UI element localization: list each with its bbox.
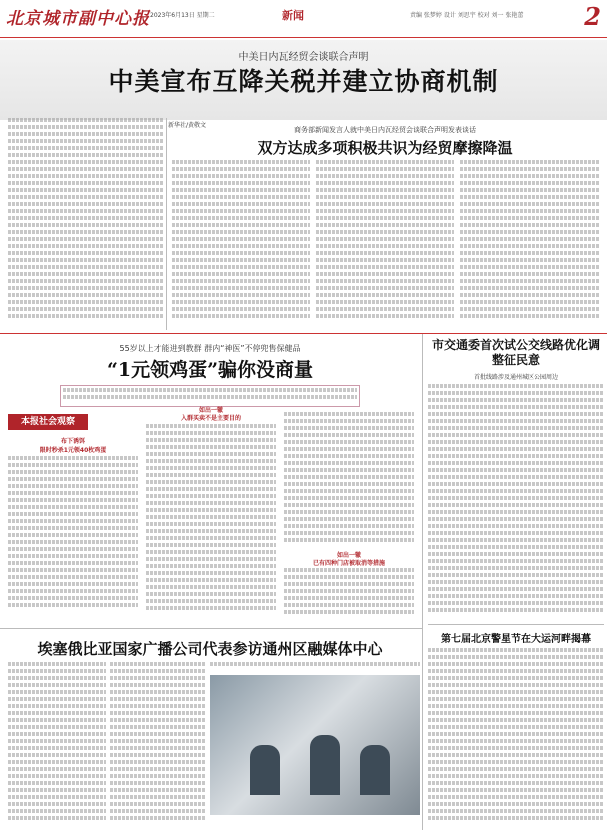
sub-photo-label: 新华社/黄敬文: [168, 122, 207, 129]
sub-kicker: 商务部新闻发言人就中美日内瓦经贸会谈联合声明发表谈话: [294, 126, 476, 134]
mid-subhead-6: 已有四种门店被取消等措施: [312, 560, 385, 567]
right-body: [428, 384, 604, 620]
mid-lead-box: [60, 385, 360, 407]
mid-subhead-4: 入群买卖不是主要目的: [180, 415, 241, 422]
right-subhead: 首批线路涉及通州城区公园周边: [473, 374, 558, 381]
mid-subhead-5: 如出一辙: [336, 552, 361, 559]
newspaper-logo: 北京城市副中心报: [6, 9, 150, 29]
issue-date: 2023年6月13日 星期二: [150, 12, 215, 19]
bottom-body-col1: [8, 662, 106, 826]
right2-body: [428, 648, 604, 826]
right2-headline: 第七届北京警星节在大运河畔揭幕: [441, 634, 591, 645]
mid-kicker: 55岁以上才能进到教群 群内“神医”不停兜售保健品: [119, 344, 301, 353]
bottom-body-col2: [110, 662, 206, 826]
sub-body-col1: [172, 160, 310, 330]
right-headline: 市交通委首次试公交线路优化调整征民意: [431, 338, 600, 367]
editor-credits: 责编 张梦婷 设计 刘思宇 校对 刘一 张艳蕾: [410, 12, 524, 19]
mid-body-col3: [284, 412, 414, 547]
mid-subhead-2: 限时秒杀1元领40枚鸡蛋: [39, 447, 107, 454]
lead-headline: 中美宣布互降关税并建立协商机制: [108, 67, 499, 96]
lead-body-left: [8, 118, 164, 328]
sub-body-col2: [316, 160, 454, 330]
mid-body-col1: [8, 456, 138, 616]
sub-body-col3: [460, 160, 600, 330]
section-tag: 新闻: [282, 9, 304, 22]
bottom-body-col3: [210, 662, 420, 674]
mid-body-col2: [146, 424, 276, 616]
lead-kicker: 中美日内瓦经贸会谈联合声明: [238, 52, 369, 63]
mid-subhead-1: 布下诱饵: [60, 438, 85, 445]
mid-subhead-3: 如出一辙: [198, 407, 223, 414]
bottom-headline: 埃塞俄比亚国家广播公司代表参访通州区融媒体中心: [37, 640, 383, 658]
section-badge: 本报社会观察: [8, 414, 88, 430]
page-number: 2: [584, 2, 601, 31]
masthead: [0, 0, 607, 38]
sub-headline: 双方达成多项积极共识为经贸摩擦降温: [257, 139, 513, 157]
mid-body-col3b: [284, 568, 414, 618]
mid-headline: “1元领鸡蛋”骗你没商量: [106, 359, 314, 381]
news-photo: [210, 675, 420, 815]
